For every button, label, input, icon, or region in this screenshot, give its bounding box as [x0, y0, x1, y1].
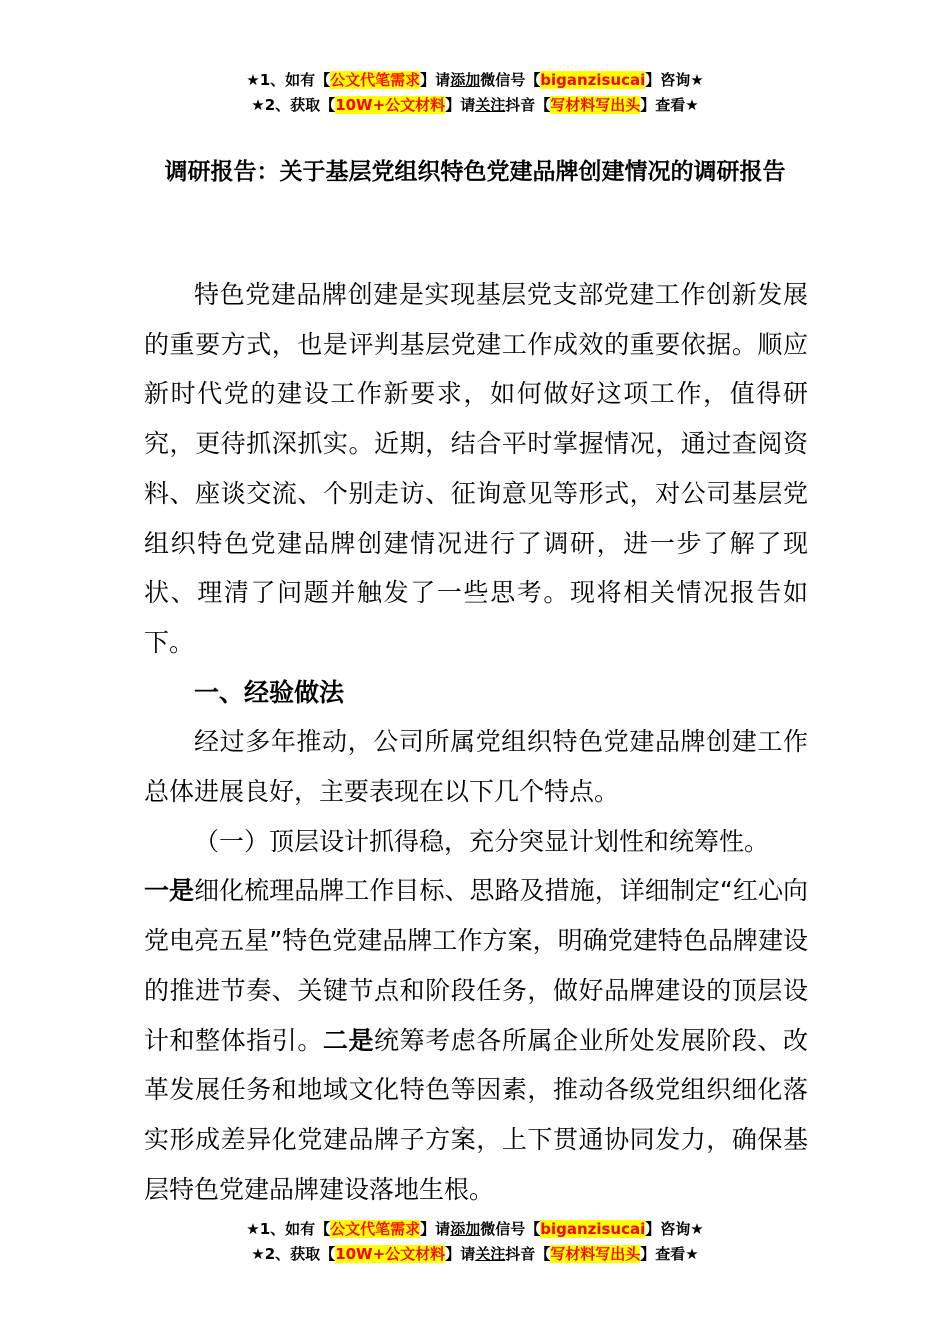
footer-banner — [0, 1217, 950, 1267]
banner-highlight: 10W+公文材料 — [335, 1245, 446, 1263]
banner-text: 】咨询★ — [645, 71, 704, 89]
banner-text: 】请 — [445, 96, 476, 114]
banner-emphasis: 添加 — [450, 71, 481, 89]
banner-text: 】查看★ — [640, 1245, 699, 1263]
banner-line-2 — [0, 1242, 950, 1267]
banner-highlight: 写材料写出头 — [550, 1245, 641, 1263]
banner-line-1 — [0, 68, 950, 93]
section-intro-paragraph: 经过多年推动，公司所属党组织特色党建品牌创建工作总体进展良好，主要表现在以下几个特点。 — [144, 727, 808, 807]
point-lead: 二是 — [322, 1025, 375, 1055]
banner-text: 抖音【 — [505, 96, 551, 114]
intro-paragraph: 特色党建品牌创建是实现基层党支部党建工作创新发展的重要方式，也是评判基层党建工作成效的重要依据。顺应新时代党的建设工作新要求，如何做好这项工作，值得研究，更待抓深抓实。近期，结合平时掌握情况，通过查阅资料、座谈交流、个别走访、征询意见等形式，对公司基层党组织特色党建品牌创建情况进行了调研，进一步了解了现状、理清了问题并触发了一些思考。现将相关情况报告如下。 — [144, 280, 808, 657]
banner-emphasis: 添加 — [450, 1220, 481, 1238]
document-body — [144, 270, 808, 1214]
banner-highlight: 公文代笔需求 — [330, 71, 421, 89]
point-text: 细化梳理品牌工作目标、思路及措施，详细制定“红心向党电亮五星”特色党建品牌工作方案，明确党建特色品牌建设的推进节奏、关键节点和阶段任务，做好品牌建设的顶层设计和整体指引。 — [144, 876, 808, 1055]
banner-text: 微信号【 — [480, 71, 541, 89]
banner-text: ★1、如有【 — [246, 1220, 331, 1238]
section-heading: 一、经验做法 — [194, 677, 345, 707]
banner-line-1 — [0, 1217, 950, 1242]
subsection-heading: （一）顶层设计抓得稳，充分突显计划性和统筹性。 — [194, 826, 770, 856]
banner-text: 】请 — [420, 1220, 451, 1238]
banner-highlight: biganzisucai — [540, 1220, 646, 1238]
banner-text: ★2、获取【 — [251, 96, 336, 114]
banner-highlight: biganzisucai — [540, 71, 646, 89]
banner-emphasis: 关注 — [475, 1245, 506, 1263]
banner-highlight: 公文代笔需求 — [330, 1220, 421, 1238]
banner-highlight: 写材料写出头 — [550, 96, 641, 114]
banner-emphasis: 关注 — [475, 96, 506, 114]
banner-line-2 — [0, 93, 950, 118]
banner-text: 抖音【 — [505, 1245, 551, 1263]
banner-text: 微信号【 — [480, 1220, 541, 1238]
point-text: 统筹考虑各所属企业所处发展阶段、改革发展任务和地域文化特色等因素，推动各级党组织细化落实形成差异化党建品牌子方案，上下贯通协同发力，确保基层特色党建品牌建设落地生根。 — [144, 1025, 808, 1204]
point-lead: 一是 — [144, 876, 195, 906]
banner-text: 】请 — [445, 1245, 476, 1263]
banner-text: ★1、如有【 — [246, 71, 331, 89]
subsection-paragraph — [144, 866, 808, 1214]
banner-text: 】请 — [420, 71, 451, 89]
document-title: 调研报告：关于基层党组织特色党建品牌创建情况的调研报告 — [164, 159, 786, 185]
banner-text: 】咨询★ — [645, 1220, 704, 1238]
banner-text: ★2、获取【 — [251, 1245, 336, 1263]
banner-text: 】查看★ — [640, 96, 699, 114]
header-banner — [0, 68, 950, 118]
banner-highlight: 10W+公文材料 — [335, 96, 446, 114]
